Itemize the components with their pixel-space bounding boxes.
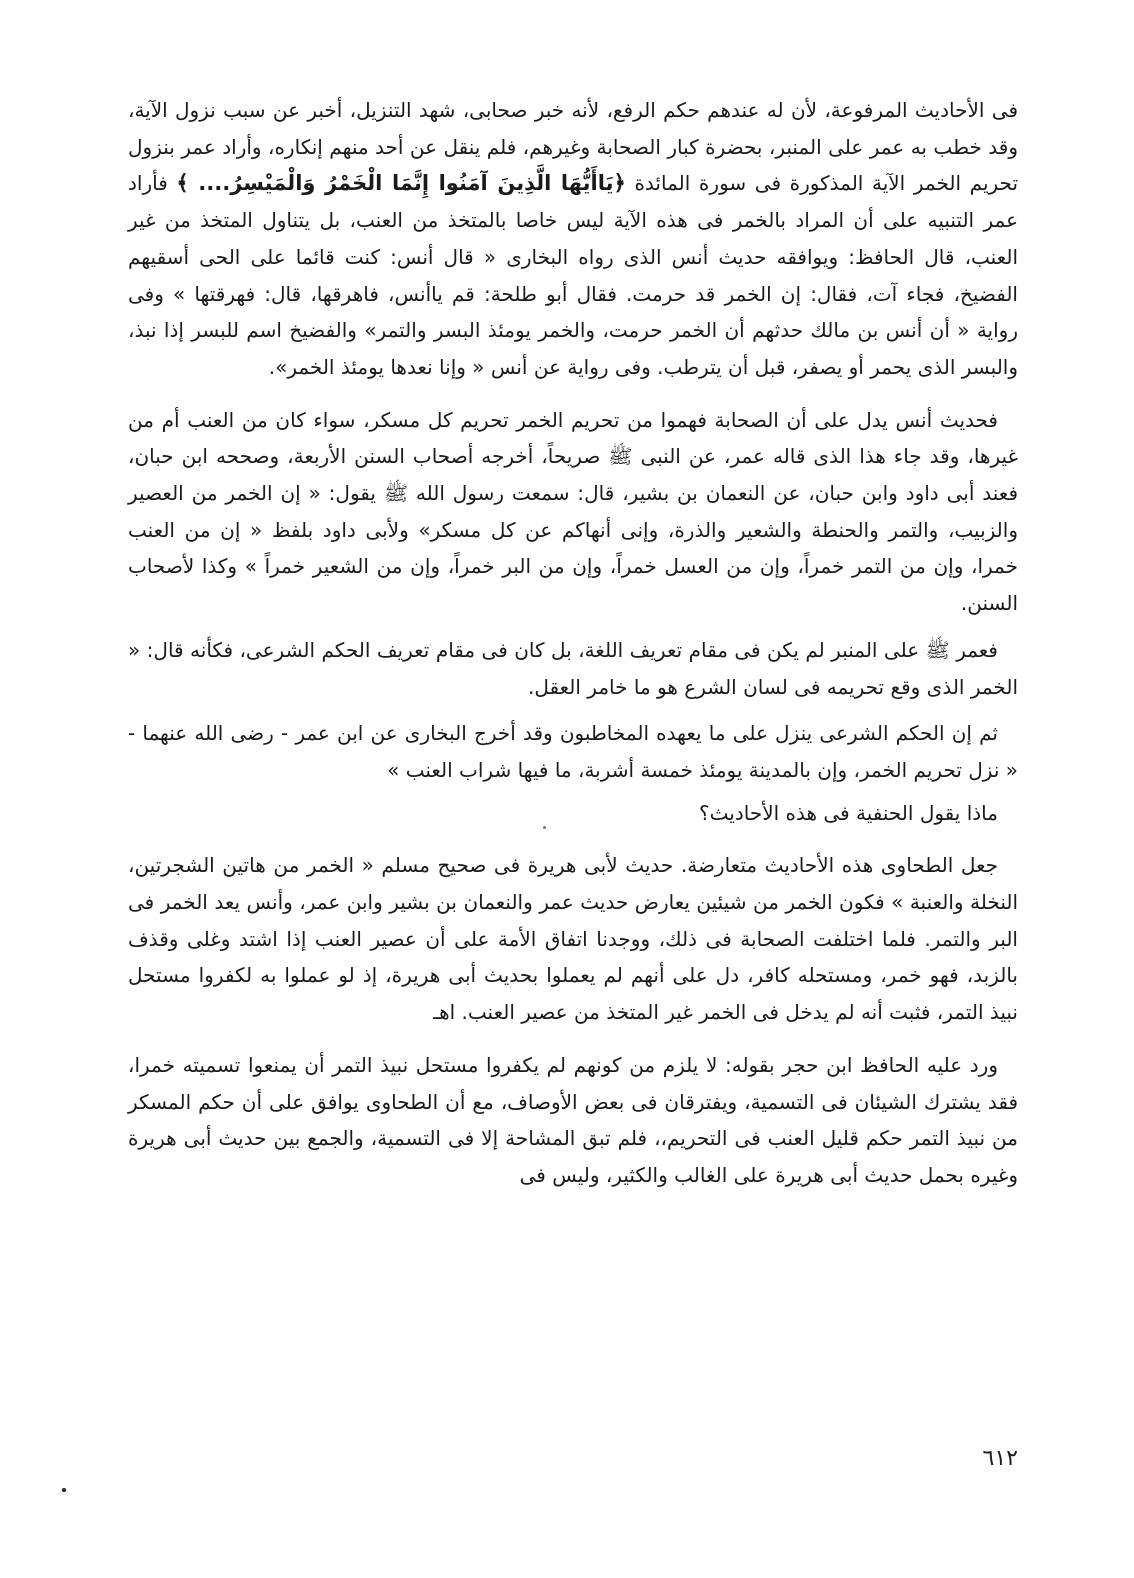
paragraph-1-before: فى الأحاديث المرفوعة، لأن له عندهم حكم الرفع، لأنه خبر صحابى، شهد التنزيل، أخبر عن سبب نزول الآية، وقد خطب به عمر على المنبر، بحضرة كبار الصحابة وغيرهم، فلم ينقل عن أحد منهم إنكاره، وأراد عمر بنزول تحريم الخمر الآية المذكورة فى سورة المائدة — [128, 98, 1019, 196]
paragraph-3: فعمر ﷺ على المنبر لم يكن فى مقام تعريف اللغة، بل كان فى مقام تعريف الحكم الشرعى، فكأنه قال: « الخمر الذى وقع تحريمه فى لسان الشرع هو ما خامر العقل. — [128, 637, 1018, 699]
paragraph-4: ثم إن الحكم الشرعى ينزل على ما يعهده المخاطبون وقد أخرج البخارى عن ابن عمر - رضى الله عنهما - « نزل تحريم الخمر، وإن بالمدينة يومئذ خمسة أشربة، ما فيها شراب العنب » — [128, 721, 1018, 782]
section-question: ماذا يقول الحنفية فى هذه الأحاديث؟ — [699, 800, 998, 825]
paragraph-2: فحديث أنس يدل على أن الصحابة فهموا من تحريم الخمر تحريم كل مسكر، سواء كان من العنب أم من غيرها، وقد جاء هذا الذى قاله عمر، عن النبى ﷺ صريحاً، أخرجه أصحاب السنن الأربعة، وصححه ابن حبان، فعند أبى داود وابن حبان، عن النعمان بن بشير، قال: سمعت رسول الله ﷺ يقول: « إن الخمر من العصير والزبيب، والتمر والحنطة والشعير والذرة، وإنى أنهاكم عن كل مسكر» ولأبى داود بلفظ « إن من العنب خمرا، وإن من التمر خمراً، وإن من العسل خمراً، وإن من البر خمراً، وإن من الشعير خمراً » وكذا لأصحاب السنن. — [128, 407, 1018, 616]
paragraph-7: ورد عليه الحافظ ابن حجر بقوله: لا يلزم من كونهم لم يكفروا مستحل نبيذ التمر أن يمنعوا تسميته خمرا، فقد يشترك الشيئان فى التسمية، ويفترقان فى بعض الأوصاف، مع أن الطحاوى يوافق على أن حكم المسكر من نبيذ التمر حكم قليل العنب فى التحريم،، فلم تبق المشاحة إلا فى التسمية، والجمع بين حديث أبى هريرة وغيره بحمل حديث أبى هريرة على الغالب والكثير، وليس فى — [128, 1052, 1018, 1187]
scan-speck — [62, 1488, 66, 1492]
paragraph-1 — [128, 92, 1018, 386]
paragraph-6: جعل الطحاوى هذه الأحاديث متعارضة. حديث لأبى هريرة فى صحيح مسلم « الخمر من هاتين الشجرتين، النخلة والعنبة » فكون الخمر من شيئين يعارض حديث عمر والنعمان بن بشير وابن عمر، وأنس يعد الخمر فى البر والتمر. فلما اختلفت الصحابة فى ذلك، ووجدنا اتفاق الأمة على أن عصير العنب إذا اشتد وغلى وقذف بالزبد، فهو خمر، ومستحله كافر، دل على أنهم لم يعملوا بحديث أبى هريرة، إذ لو عملوا به لكفروا مستحل نبيذ التمر، فثبت أنه لم يدخل فى الخمر غير المتخذ من عصير العنب. اهـ — [128, 853, 1018, 1025]
paragraph-1-after: فأراد عمر التنبيه على أن المراد بالخمر فى هذه الآية ليس خاصا بالمتخذ من العنب، بل يتناول المتخذ من غير العنب، قال الحافظ: ويوافقه حديث أنس الذى رواه البخارى « قال أنس: كنت قائما على الحى أسقيهم الفضيخ، فجاء آت، فقال: إن الخمر قد حرمت. فقال أبو طلحة: قم ياأنس، فاهرقها، قال: فهرقتها » وفى رواية « أن أنس بن مالك حدثهم أن الخمر حرمت، والخمر يومئذ البسر والتمر» والفضيخ اسم للبسر إذا نبذ، والبسر الذى يحمر أو يصفر، قبل أن يترطب. وفى رواية عن أنس « وإنا نعدها يومئذ الخمر». — [128, 171, 1018, 379]
scan-speck — [543, 826, 546, 829]
page-body — [128, 92, 1018, 1194]
quran-verse: ﴿يَاأَيُّهَا الَّذِينَ آمَنُوا إِنَّمَا الْخَمْرُ وَالْمَيْسِرُ.... ﴾ — [176, 171, 626, 196]
page-number: ٦١٢ — [982, 1446, 1018, 1471]
